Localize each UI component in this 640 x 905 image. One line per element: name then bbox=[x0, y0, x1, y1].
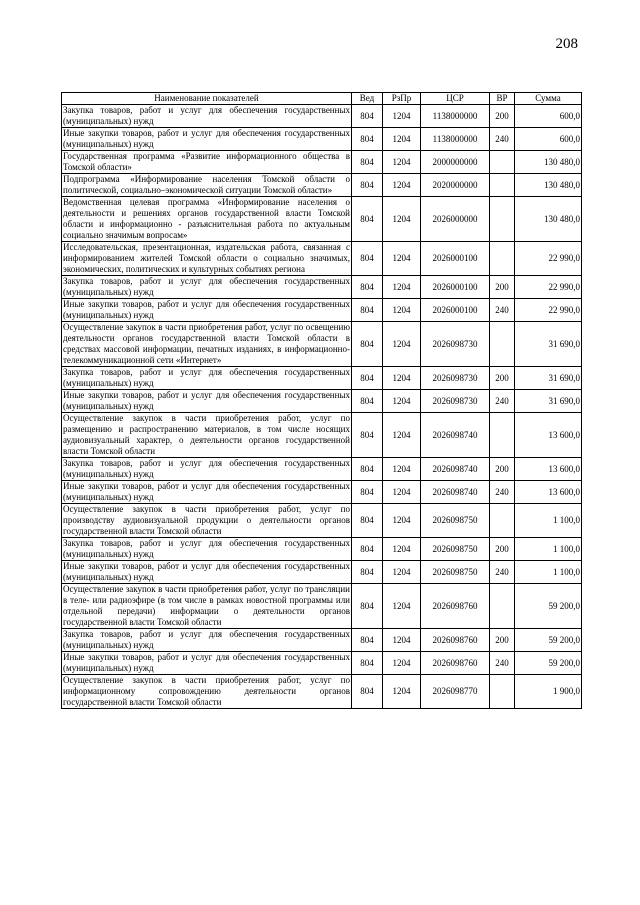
table-header-row bbox=[62, 93, 582, 105]
row-name-cell: Закупка товаров, работ и услуг для обеспечения государственных (муниципальных) нужд bbox=[63, 458, 350, 479]
row-sum-cell: 59 200,0 bbox=[515, 629, 582, 652]
row-sum-cell: 22 990,0 bbox=[515, 299, 582, 322]
row-csr-cell: 2026098730 bbox=[421, 390, 490, 413]
table-row bbox=[62, 322, 582, 367]
row-csr-cell: 2026000100 bbox=[421, 276, 490, 299]
row-ved-cell: 804 bbox=[352, 128, 383, 151]
row-vr-cell: 200 bbox=[490, 276, 515, 299]
row-name-cell: Закупка товаров, работ и услуг для обеспечения государственных (муниципальных) нужд bbox=[63, 629, 350, 650]
row-name-cell: Иные закупки товаров, работ и услуг для обеспечения государственных (муниципальных) нужд bbox=[63, 561, 350, 582]
row-vr-cell: 200 bbox=[490, 458, 515, 481]
row-name-cell: Закупка товаров, работ и услуг для обеспечения государственных (муниципальных) нужд bbox=[63, 105, 350, 126]
table-row bbox=[62, 197, 582, 242]
table-row bbox=[62, 105, 582, 128]
row-rzpr-cell: 1204 bbox=[383, 561, 421, 584]
header-rzpr: РзПр bbox=[383, 93, 421, 105]
row-csr-cell: 2026098740 bbox=[421, 458, 490, 481]
row-rzpr-cell: 1204 bbox=[383, 675, 421, 709]
row-ved-cell: 804 bbox=[352, 413, 383, 458]
row-csr-cell: 2026000000 bbox=[421, 197, 490, 242]
row-vr-cell: 240 bbox=[490, 561, 515, 584]
row-name-cell: Иные закупки товаров, работ и услуг для обеспечения государственных (муниципальных) нужд bbox=[63, 481, 350, 502]
row-name-cell: Закупка товаров, работ и услуг для обеспечения государственных (муниципальных) нужд bbox=[63, 276, 350, 297]
row-ved-cell: 804 bbox=[352, 481, 383, 504]
row-sum-cell: 13 600,0 bbox=[515, 458, 582, 481]
row-sum-cell: 22 990,0 bbox=[515, 242, 582, 276]
row-name-cell: Осуществление закупок в части приобретения работ, услуг по информационному сопровождению деятельности органов государственной власти Томской области bbox=[63, 675, 350, 707]
row-rzpr-cell: 1204 bbox=[383, 652, 421, 675]
header-sum: Сумма bbox=[515, 93, 582, 105]
table-row bbox=[62, 504, 582, 538]
row-csr-cell: 2026000100 bbox=[421, 242, 490, 276]
row-vr-cell bbox=[490, 151, 515, 174]
row-rzpr-cell: 1204 bbox=[383, 458, 421, 481]
row-csr-cell: 2026098730 bbox=[421, 322, 490, 367]
row-csr-cell: 2026000100 bbox=[421, 299, 490, 322]
row-vr-cell bbox=[490, 413, 515, 458]
row-name-cell: Иные закупки товаров, работ и услуг для обеспечения государственных (муниципальных) нужд bbox=[63, 390, 350, 411]
row-ved-cell: 804 bbox=[352, 561, 383, 584]
table-row bbox=[62, 151, 582, 174]
row-ved-cell: 804 bbox=[352, 458, 383, 481]
row-sum-cell: 1 100,0 bbox=[515, 504, 582, 538]
row-vr-cell bbox=[490, 675, 515, 709]
row-vr-cell bbox=[490, 242, 515, 276]
row-rzpr-cell: 1204 bbox=[383, 322, 421, 367]
row-csr-cell: 2026098750 bbox=[421, 538, 490, 561]
header-csr: ЦСР bbox=[421, 93, 490, 105]
row-vr-cell: 200 bbox=[490, 538, 515, 561]
row-ved-cell: 804 bbox=[352, 322, 383, 367]
row-rzpr-cell: 1204 bbox=[383, 481, 421, 504]
row-vr-cell: 240 bbox=[490, 481, 515, 504]
row-ved-cell: 804 bbox=[352, 652, 383, 675]
row-vr-cell bbox=[490, 174, 515, 197]
header-ved: Вед bbox=[352, 93, 383, 105]
table-row bbox=[62, 629, 582, 652]
row-name-cell: Осуществление закупок в части приобретения работ, услуг по производству аудиовизуальной продукции о деятельности органов государственной власти Томской области bbox=[63, 504, 350, 536]
row-name-cell: Ведомственная целевая программа «Информирование населения о деятельности и решениях органов государственной власти Томской области и информационно - разъяснительная работа по актуальным социально значимым вопросам» bbox=[63, 197, 350, 240]
row-name-cell: Иные закупки товаров, работ и услуг для обеспечения государственных (муниципальных) нужд bbox=[63, 652, 350, 673]
row-rzpr-cell: 1204 bbox=[383, 367, 421, 390]
table-row bbox=[62, 652, 582, 675]
table-row bbox=[62, 413, 582, 458]
row-csr-cell: 2000000000 bbox=[421, 151, 490, 174]
row-vr-cell: 200 bbox=[490, 367, 515, 390]
row-sum-cell: 31 690,0 bbox=[515, 322, 582, 367]
row-ved-cell: 804 bbox=[352, 504, 383, 538]
row-rzpr-cell: 1204 bbox=[383, 128, 421, 151]
row-csr-cell: 2026098760 bbox=[421, 629, 490, 652]
row-ved-cell: 804 bbox=[352, 174, 383, 197]
row-rzpr-cell: 1204 bbox=[383, 242, 421, 276]
row-name-cell: Подпрограмма «Информирование населения Томской области о политической, социально–экономической ситуации Томской области» bbox=[63, 174, 350, 195]
row-rzpr-cell: 1204 bbox=[383, 276, 421, 299]
row-name-cell: Осуществление закупок в части приобретения работ, услуг по освещению деятельности органов государственной власти Томской области в средствах массовой информации, печатных изданиях, в информационно-телекоммуникационной сети «Интернет» bbox=[63, 322, 350, 365]
row-rzpr-cell: 1204 bbox=[383, 504, 421, 538]
row-sum-cell: 31 690,0 bbox=[515, 390, 582, 413]
header-vr: ВР bbox=[490, 93, 515, 105]
budget-table bbox=[61, 92, 582, 709]
table-row bbox=[62, 675, 582, 709]
row-csr-cell: 1138000000 bbox=[421, 128, 490, 151]
row-sum-cell: 13 600,0 bbox=[515, 413, 582, 458]
row-rzpr-cell: 1204 bbox=[383, 174, 421, 197]
row-csr-cell: 2026098740 bbox=[421, 481, 490, 504]
table-row bbox=[62, 276, 582, 299]
row-name-cell: Иные закупки товаров, работ и услуг для обеспечения государственных (муниципальных) нужд bbox=[63, 128, 350, 149]
row-sum-cell: 130 480,0 bbox=[515, 197, 582, 242]
row-ved-cell: 804 bbox=[352, 276, 383, 299]
row-sum-cell: 1 100,0 bbox=[515, 561, 582, 584]
table-row bbox=[62, 584, 582, 629]
row-name-cell: Закупка товаров, работ и услуг для обеспечения государственных (муниципальных) нужд bbox=[63, 367, 350, 388]
row-vr-cell: 240 bbox=[490, 652, 515, 675]
row-rzpr-cell: 1204 bbox=[383, 629, 421, 652]
row-name-cell: Иные закупки товаров, работ и услуг для обеспечения государственных (муниципальных) нужд bbox=[63, 299, 350, 320]
row-sum-cell: 130 480,0 bbox=[515, 151, 582, 174]
row-rzpr-cell: 1204 bbox=[383, 584, 421, 629]
row-csr-cell: 2026098770 bbox=[421, 675, 490, 709]
row-vr-cell bbox=[490, 504, 515, 538]
row-ved-cell: 804 bbox=[352, 675, 383, 709]
table-row bbox=[62, 242, 582, 276]
row-ved-cell: 804 bbox=[352, 151, 383, 174]
table-row bbox=[62, 538, 582, 561]
row-csr-cell: 1138000000 bbox=[421, 105, 490, 128]
row-csr-cell: 2026098740 bbox=[421, 413, 490, 458]
row-vr-cell bbox=[490, 197, 515, 242]
row-csr-cell: 2020000000 bbox=[421, 174, 490, 197]
row-ved-cell: 804 bbox=[352, 629, 383, 652]
table-row bbox=[62, 174, 582, 197]
row-sum-cell: 600,0 bbox=[515, 128, 582, 151]
row-vr-cell: 200 bbox=[490, 105, 515, 128]
row-vr-cell: 240 bbox=[490, 390, 515, 413]
row-ved-cell: 804 bbox=[352, 584, 383, 629]
row-rzpr-cell: 1204 bbox=[383, 413, 421, 458]
page-number: 208 bbox=[555, 36, 578, 52]
row-ved-cell: 804 bbox=[352, 105, 383, 128]
row-ved-cell: 804 bbox=[352, 538, 383, 561]
row-name-cell: Осуществление закупок в части приобретения работ, услуг по трансляции в теле- или радиоэфире (в том числе в рамках новостной программы или отдельной передачи) информации о деятельности органов государственной власти Томской области bbox=[63, 584, 350, 627]
row-rzpr-cell: 1204 bbox=[383, 299, 421, 322]
table-row bbox=[62, 367, 582, 390]
row-sum-cell: 130 480,0 bbox=[515, 174, 582, 197]
row-sum-cell: 13 600,0 bbox=[515, 481, 582, 504]
row-vr-cell bbox=[490, 322, 515, 367]
row-vr-cell: 240 bbox=[490, 128, 515, 151]
row-csr-cell: 2026098750 bbox=[421, 504, 490, 538]
row-sum-cell: 1 900,0 bbox=[515, 675, 582, 709]
table-row bbox=[62, 561, 582, 584]
row-rzpr-cell: 1204 bbox=[383, 105, 421, 128]
row-csr-cell: 2026098730 bbox=[421, 367, 490, 390]
row-vr-cell: 200 bbox=[490, 629, 515, 652]
row-name-cell: Закупка товаров, работ и услуг для обеспечения государственных (муниципальных) нужд bbox=[63, 538, 350, 559]
row-name-cell: Государственная программа «Развитие информационного общества в Томской области» bbox=[63, 151, 350, 172]
row-ved-cell: 804 bbox=[352, 197, 383, 242]
table-row bbox=[62, 299, 582, 322]
row-ved-cell: 804 bbox=[352, 390, 383, 413]
row-ved-cell: 804 bbox=[352, 299, 383, 322]
row-csr-cell: 2026098760 bbox=[421, 652, 490, 675]
row-csr-cell: 2026098760 bbox=[421, 584, 490, 629]
row-sum-cell: 31 690,0 bbox=[515, 367, 582, 390]
row-rzpr-cell: 1204 bbox=[383, 197, 421, 242]
row-ved-cell: 804 bbox=[352, 367, 383, 390]
table-row bbox=[62, 458, 582, 481]
row-sum-cell: 59 200,0 bbox=[515, 652, 582, 675]
row-sum-cell: 59 200,0 bbox=[515, 584, 582, 629]
row-name-cell: Осуществление закупок в части приобретения работ, услуг по размещению и распространению материалов, в том числе носящих аудиовизуальный характер, о деятельности органов государственной власти Томской области bbox=[63, 413, 350, 456]
row-rzpr-cell: 1204 bbox=[383, 151, 421, 174]
row-sum-cell: 600,0 bbox=[515, 105, 582, 128]
row-ved-cell: 804 bbox=[352, 242, 383, 276]
row-vr-cell: 240 bbox=[490, 299, 515, 322]
table-row bbox=[62, 128, 582, 151]
row-rzpr-cell: 1204 bbox=[383, 538, 421, 561]
row-csr-cell: 2026098750 bbox=[421, 561, 490, 584]
row-sum-cell: 22 990,0 bbox=[515, 276, 582, 299]
header-name: Наименование показателей bbox=[62, 93, 352, 105]
row-rzpr-cell: 1204 bbox=[383, 390, 421, 413]
row-name-cell: Исследовательская, презентационная, издательская работа, связанная с информированием жителей Томской области о социально значимых, экономических, политических и культурных событиях региона bbox=[63, 242, 350, 274]
table-row bbox=[62, 481, 582, 504]
table-row bbox=[62, 390, 582, 413]
row-vr-cell bbox=[490, 584, 515, 629]
row-sum-cell: 1 100,0 bbox=[515, 538, 582, 561]
